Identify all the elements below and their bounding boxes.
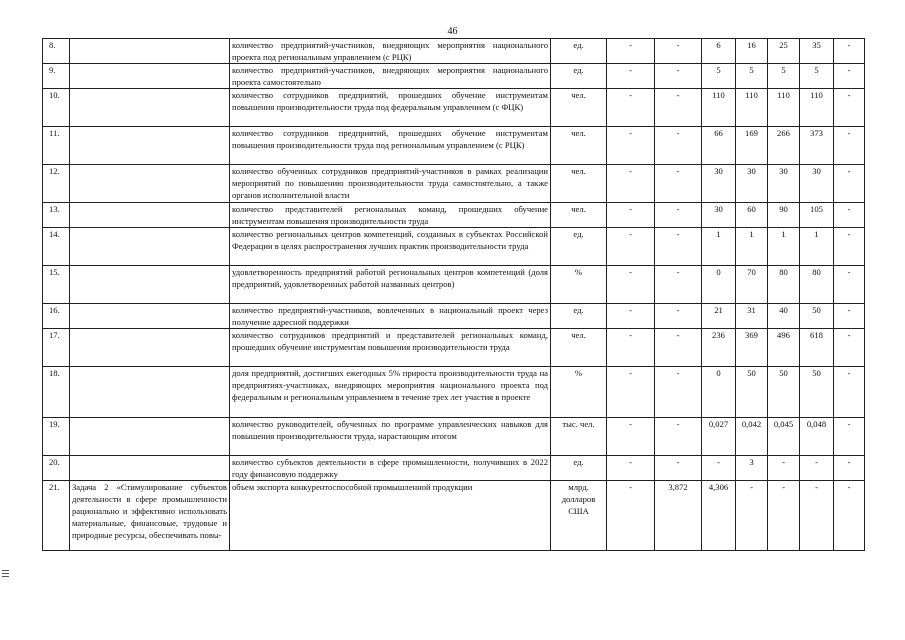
value-7: - — [834, 367, 865, 418]
value-7: - — [834, 203, 865, 228]
table-row — [43, 39, 865, 64]
value-4: 30 — [736, 165, 768, 203]
row-number: 12. — [43, 165, 70, 203]
table-row — [43, 418, 865, 456]
value-4: 3 — [736, 456, 768, 481]
value-3: - — [702, 456, 736, 481]
table-row — [43, 228, 865, 266]
value-3: 4,306 — [702, 481, 736, 551]
indicator-name: количество руководителей, обученных по программе управленческих навыков для повышения производительности труда, нарастающим итогом — [230, 418, 551, 456]
value-7: - — [834, 228, 865, 266]
value-2: - — [655, 127, 702, 165]
value-3: 0,027 — [702, 418, 736, 456]
value-6: 30 — [800, 165, 834, 203]
unit: ед. — [551, 228, 607, 266]
task-cell — [70, 418, 230, 456]
table-row — [43, 304, 865, 329]
value-1: - — [607, 64, 655, 89]
value-4: 31 — [736, 304, 768, 329]
value-4: 50 — [736, 367, 768, 418]
value-5: 50 — [768, 367, 800, 418]
value-6: 5 — [800, 64, 834, 89]
value-2: - — [655, 418, 702, 456]
value-5: 5 — [768, 64, 800, 89]
task-cell — [70, 266, 230, 304]
unit: чел. — [551, 165, 607, 203]
value-1: - — [607, 89, 655, 127]
value-3: 5 — [702, 64, 736, 89]
value-4: 60 — [736, 203, 768, 228]
indicator-name: количество представителей региональных команд, прошедших обучение инструментам повышения производительности труда — [230, 203, 551, 228]
row-number: 18. — [43, 367, 70, 418]
value-4: 16 — [736, 39, 768, 64]
row-number: 13. — [43, 203, 70, 228]
value-4: 169 — [736, 127, 768, 165]
value-1: - — [607, 367, 655, 418]
unit: чел. — [551, 329, 607, 367]
value-2: - — [655, 456, 702, 481]
value-5: 40 — [768, 304, 800, 329]
task-cell — [70, 367, 230, 418]
table-row — [43, 89, 865, 127]
table-row — [43, 329, 865, 367]
value-7: - — [834, 266, 865, 304]
value-2: - — [655, 39, 702, 64]
value-3: 1 — [702, 228, 736, 266]
value-1: - — [607, 228, 655, 266]
value-2: - — [655, 228, 702, 266]
value-7: - — [834, 39, 865, 64]
unit: % — [551, 266, 607, 304]
value-7: - — [834, 89, 865, 127]
value-5: - — [768, 456, 800, 481]
value-5: 110 — [768, 89, 800, 127]
value-5: 266 — [768, 127, 800, 165]
indicator-name: количество субъектов деятельности в сфере промышленности, получивших в 2022 году финансовую поддержку — [230, 456, 551, 481]
task-cell — [70, 304, 230, 329]
margin-marks — [2, 570, 10, 579]
value-3: 30 — [702, 165, 736, 203]
indicator-name: количество сотрудников предприятий, прошедших обучение инструментам повышения производительности труда под федеральным управлением (с ФЦК) — [230, 89, 551, 127]
row-number: 14. — [43, 228, 70, 266]
value-1: - — [607, 456, 655, 481]
unit: ед. — [551, 456, 607, 481]
indicator-name: количество сотрудников предприятий, прошедших обучение инструментам повышения производительности труда под региональным управлением (с РЦК) — [230, 127, 551, 165]
table-row — [43, 165, 865, 203]
value-6: 50 — [800, 304, 834, 329]
table-row — [43, 64, 865, 89]
value-5: 1 — [768, 228, 800, 266]
value-6: - — [800, 481, 834, 551]
value-6: - — [800, 456, 834, 481]
value-7: - — [834, 64, 865, 89]
row-number: 8. — [43, 39, 70, 64]
task-cell — [70, 39, 230, 64]
task-cell — [70, 64, 230, 89]
row-number: 10. — [43, 89, 70, 127]
value-4: 70 — [736, 266, 768, 304]
value-2: - — [655, 367, 702, 418]
value-3: 21 — [702, 304, 736, 329]
indicator-name: объем экспорта конкурентоспособной промышленной продукции — [230, 481, 551, 551]
value-2: - — [655, 165, 702, 203]
task-cell — [70, 329, 230, 367]
row-number: 19. — [43, 418, 70, 456]
value-7: - — [834, 481, 865, 551]
value-4: - — [736, 481, 768, 551]
value-6: 50 — [800, 367, 834, 418]
indicator-name: количество сотрудников предприятий и представителей региональных команд, прошедших обучение инструментам повышения производительности труда — [230, 329, 551, 367]
value-3: 236 — [702, 329, 736, 367]
value-6: 0,048 — [800, 418, 834, 456]
value-4: 0,042 — [736, 418, 768, 456]
value-1: - — [607, 481, 655, 551]
value-2: - — [655, 266, 702, 304]
unit: тыс. чел. — [551, 418, 607, 456]
unit: ед. — [551, 304, 607, 329]
value-5: - — [768, 481, 800, 551]
value-7: - — [834, 165, 865, 203]
value-3: 110 — [702, 89, 736, 127]
task-cell — [70, 203, 230, 228]
unit: чел. — [551, 203, 607, 228]
table-row — [43, 266, 865, 304]
value-6: 618 — [800, 329, 834, 367]
value-7: - — [834, 329, 865, 367]
unit: чел. — [551, 89, 607, 127]
value-2: - — [655, 203, 702, 228]
value-6: 373 — [800, 127, 834, 165]
indicator-name: удовлетворенность предприятий работой региональных центров компетенций (доля предприятий, удовлетворенных работой названных центров) — [230, 266, 551, 304]
indicator-name: количество предприятий-участников, внедряющих мероприятия национального проекта под региональным управлением (с РЦК) — [230, 39, 551, 64]
value-6: 35 — [800, 39, 834, 64]
value-2: - — [655, 304, 702, 329]
value-3: 0 — [702, 266, 736, 304]
value-5: 90 — [768, 203, 800, 228]
task-cell — [70, 89, 230, 127]
value-2: - — [655, 329, 702, 367]
value-7: - — [834, 304, 865, 329]
value-5: 496 — [768, 329, 800, 367]
table-row — [43, 127, 865, 165]
value-1: - — [607, 165, 655, 203]
unit: млрд. долларов США — [551, 481, 607, 551]
table-row — [43, 456, 865, 481]
value-6: 105 — [800, 203, 834, 228]
indicator-name: доля предприятий, достигших ежегодных 5% прироста производительности труда на предприятиях-участниках, внедряющих мероприятия национального проекта под федеральным и региональным управлением в течение трех лет участия в проекте — [230, 367, 551, 418]
table-body — [43, 39, 865, 551]
indicator-name: количество предприятий-участников, вовлеченных в национальный проект через получение адресной поддержки — [230, 304, 551, 329]
row-number: 21. — [43, 481, 70, 551]
task-cell — [70, 228, 230, 266]
value-4: 1 — [736, 228, 768, 266]
value-1: - — [607, 266, 655, 304]
indicator-name: количество обученных сотрудников предприятий-участников в рамках реализации мероприятий по повышению производительности труда самостоятельно, а также органов исполнительной власти — [230, 165, 551, 203]
value-7: - — [834, 456, 865, 481]
value-3: 30 — [702, 203, 736, 228]
value-4: 369 — [736, 329, 768, 367]
value-1: - — [607, 304, 655, 329]
table-row — [43, 367, 865, 418]
row-number: 16. — [43, 304, 70, 329]
value-4: 5 — [736, 64, 768, 89]
indicator-name: количество региональных центров компетенций, созданных в субъектах Российской Федерации в целях распространения лучших практик производительности труда — [230, 228, 551, 266]
value-5: 30 — [768, 165, 800, 203]
task-cell — [70, 127, 230, 165]
indicators-table — [42, 38, 865, 551]
value-1: - — [607, 329, 655, 367]
value-3: 66 — [702, 127, 736, 165]
task-cell — [70, 165, 230, 203]
value-5: 25 — [768, 39, 800, 64]
value-6: 110 — [800, 89, 834, 127]
task-cell — [70, 456, 230, 481]
value-5: 80 — [768, 266, 800, 304]
value-3: 0 — [702, 367, 736, 418]
unit: ед. — [551, 64, 607, 89]
value-1: - — [607, 127, 655, 165]
table-row — [43, 481, 865, 551]
value-2: - — [655, 64, 702, 89]
table-row — [43, 203, 865, 228]
unit: ед. — [551, 39, 607, 64]
indicator-name: количество предприятий-участников, внедряющих мероприятия национального проекта самостоятельно — [230, 64, 551, 89]
value-4: 110 — [736, 89, 768, 127]
value-7: - — [834, 127, 865, 165]
page-number: 46 — [447, 26, 458, 37]
row-number: 9. — [43, 64, 70, 89]
value-1: - — [607, 203, 655, 228]
task-cell: Задача 2 «Стимулирование субъектов деятельности в сфере промышленности рационально и эффективно использовать материальные, финансовые, трудовые и природные ресурсы, обеспечивать повы- — [70, 481, 230, 551]
value-6: 1 — [800, 228, 834, 266]
value-1: - — [607, 418, 655, 456]
value-6: 80 — [800, 266, 834, 304]
row-number: 17. — [43, 329, 70, 367]
unit: % — [551, 367, 607, 418]
value-1: - — [607, 39, 655, 64]
value-2: - — [655, 89, 702, 127]
row-number: 11. — [43, 127, 70, 165]
row-number: 20. — [43, 456, 70, 481]
value-3: 6 — [702, 39, 736, 64]
unit: чел. — [551, 127, 607, 165]
value-2: 3,872 — [655, 481, 702, 551]
value-7: - — [834, 418, 865, 456]
row-number: 15. — [43, 266, 70, 304]
value-5: 0,045 — [768, 418, 800, 456]
